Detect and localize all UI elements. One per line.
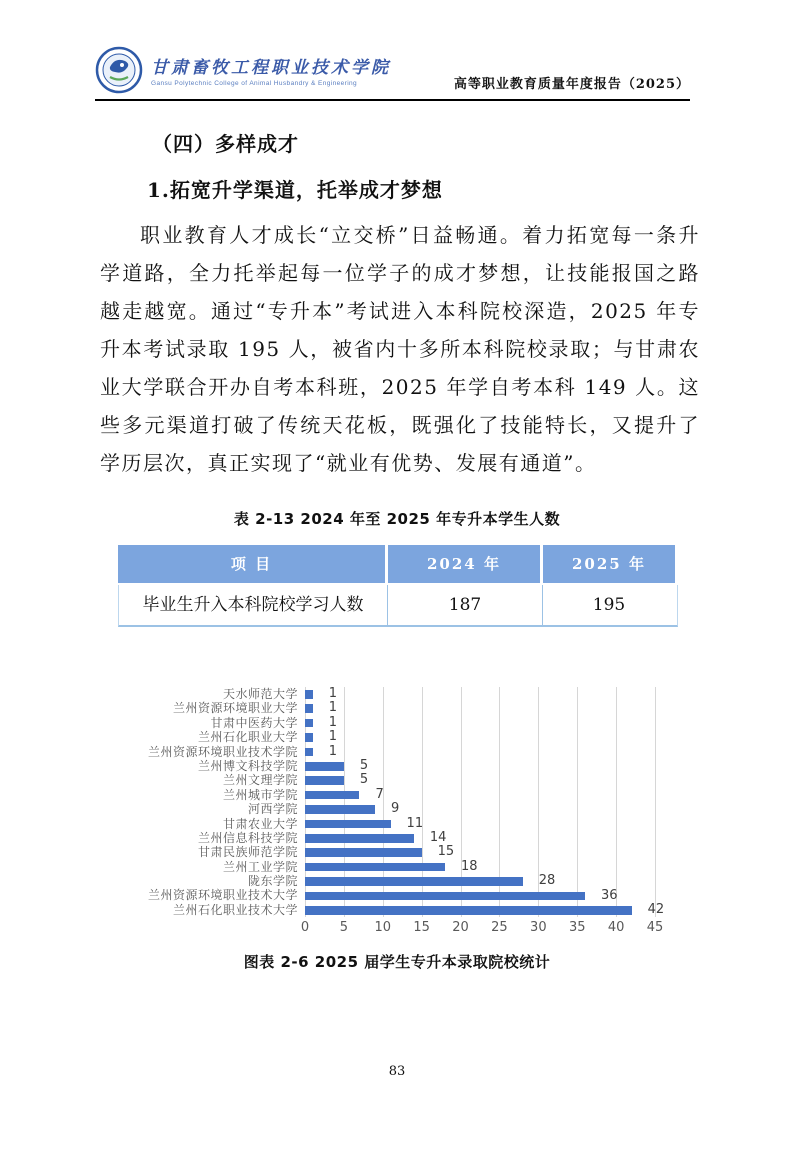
body-paragraph: 职业教育人才成长“立交桥”日益畅通。着力拓宽每一条升学道路，全力托举起每一位学子的成才梦想，让技能报国之路越走越宽。通过“专升本”考试进入本科院校深造，2025 年专升本考试录取 195 人，被省内十多所本科院校录取；与甘肃农业大学联合开办自考本科班，2025 年学自考本科 149 人。这些多元渠道打破了传统天花板，既强化了技能特长，又提升了学历层次，真正实现了“就业有优势、发展有通道”。 — [100, 223, 700, 475]
chart-value-label: 18 — [461, 858, 478, 874]
chart-main — [133, 687, 678, 917]
chart-value-label: 1 — [328, 743, 338, 759]
chart-category-label: 天水师范大学 — [222, 687, 298, 701]
school-emblem-icon — [95, 46, 143, 94]
sub-heading: 1.拓宽升学渠道，托举成才梦想 — [147, 178, 443, 202]
chart-bar — [305, 820, 391, 829]
chart-bar — [305, 748, 313, 757]
chart-category-label: 兰州资源环境职业技术学院 — [147, 744, 298, 759]
chart-gridline — [577, 687, 578, 917]
chart-category-label: 兰州工业学院 — [222, 859, 298, 874]
chart-category-label: 兰州城市学院 — [222, 787, 298, 802]
chart-value-label: 5 — [359, 772, 369, 788]
chart-value-label: 5 — [359, 758, 369, 773]
chart-category-label: 兰州资源环境职业大学 — [172, 701, 298, 716]
chart-tick-label: 45 — [646, 920, 664, 936]
chart-tick-label: 15 — [413, 920, 430, 936]
chart-category-label: 兰州博文科技学院 — [197, 758, 298, 773]
school-name-en: Gansu Polytechnic College of Animal Husbandry & Engineering — [151, 80, 358, 87]
chart-value-label: 11 — [406, 815, 424, 831]
chart-bar — [305, 834, 414, 843]
page-number: 83 — [388, 1064, 406, 1080]
chart-value-label: 7 — [375, 786, 384, 802]
chart-value-label: 28 — [538, 873, 556, 889]
chart-category-label: 甘肃民族师范学院 — [197, 845, 298, 860]
chart-category-label: 兰州石化职业大学 — [197, 730, 298, 745]
school-name-cn: 甘肃畜牧工程职业技术学院 — [151, 58, 391, 78]
chart-tick-label: 0 — [300, 920, 310, 936]
table-cell-item: 毕业生升入本科院校学习人数 — [119, 585, 388, 625]
chart-category-label: 兰州文理学院 — [222, 773, 298, 788]
school-name-block — [151, 53, 391, 87]
chart-bar — [305, 791, 359, 800]
table-cell-2024: 187 — [388, 585, 543, 625]
chart-value-label: 15 — [437, 844, 455, 860]
chart-bar — [305, 776, 344, 785]
table-header-row — [118, 545, 678, 583]
chart-value-label: 36 — [601, 887, 618, 903]
chart-bar — [305, 892, 585, 901]
chart-value-label: 1 — [328, 686, 338, 701]
school-logo — [95, 46, 391, 94]
chart-bar — [305, 863, 445, 872]
chart-bar — [305, 719, 313, 728]
chart-bar — [305, 906, 632, 915]
chart-bar — [305, 733, 313, 742]
table-row — [118, 585, 678, 627]
report-title: 高等职业教育质量年度报告（2025） — [453, 77, 690, 92]
chart-category-label: 甘肃农业大学 — [222, 816, 298, 831]
chart-value-label: 1 — [328, 714, 338, 730]
report-page — [0, 46, 794, 1169]
chart-x-axis — [300, 917, 664, 936]
chart-category-label: 兰州石化职业技术大学 — [172, 902, 298, 917]
chart-bar — [305, 848, 422, 857]
chart-value-label: 1 — [328, 729, 338, 745]
chart-category-label: 河西学院 — [247, 802, 298, 817]
chart-bar — [305, 690, 313, 699]
chart-labels — [133, 687, 305, 917]
chart-tick-label: 40 — [607, 920, 625, 936]
chart-bar — [305, 704, 313, 713]
promotion-table — [118, 545, 678, 627]
chart-bar — [305, 762, 344, 771]
chart-tick-label: 5 — [339, 920, 349, 936]
chart-value-label: 9 — [391, 801, 400, 817]
chart-tick-label: 20 — [452, 920, 469, 936]
chart-bar — [305, 877, 523, 886]
chart-category-label: 兰州资源环境职业技术大学 — [147, 888, 298, 903]
admission-bar-chart — [133, 687, 678, 935]
chart-value-label: 14 — [429, 830, 447, 845]
chart-tick-label: 35 — [568, 920, 586, 936]
page-header — [95, 46, 690, 101]
table-header-2025: 2025 年 — [543, 545, 675, 583]
chart-value-label: 1 — [328, 700, 338, 716]
table-cell-2025: 195 — [543, 585, 675, 625]
chart-category-label: 陇东学院 — [247, 874, 298, 889]
chart-tick-label: 30 — [530, 920, 547, 936]
chart-gridline — [655, 687, 656, 917]
table-caption: 表 2-13 2024 年至 2025 年专升本学生人数 — [233, 510, 561, 528]
chart-tick-label: 25 — [491, 920, 508, 936]
chart-caption: 图表 2-6 2025 届学生专升本录取院校统计 — [243, 953, 551, 972]
chart-category-label: 甘肃中医药大学 — [210, 715, 298, 730]
chart-category-label: 兰州信息科技学院 — [197, 830, 298, 845]
chart-plot — [305, 686, 665, 917]
table-header-item: 项 目 — [118, 545, 388, 583]
chart-tick-label: 10 — [374, 920, 392, 936]
chart-gridline — [616, 687, 617, 917]
section-heading: （四）多样成才 — [152, 132, 299, 156]
table-header-2024: 2024 年 — [388, 545, 543, 583]
chart-bar — [305, 805, 375, 814]
chart-value-label: 42 — [647, 902, 665, 917]
